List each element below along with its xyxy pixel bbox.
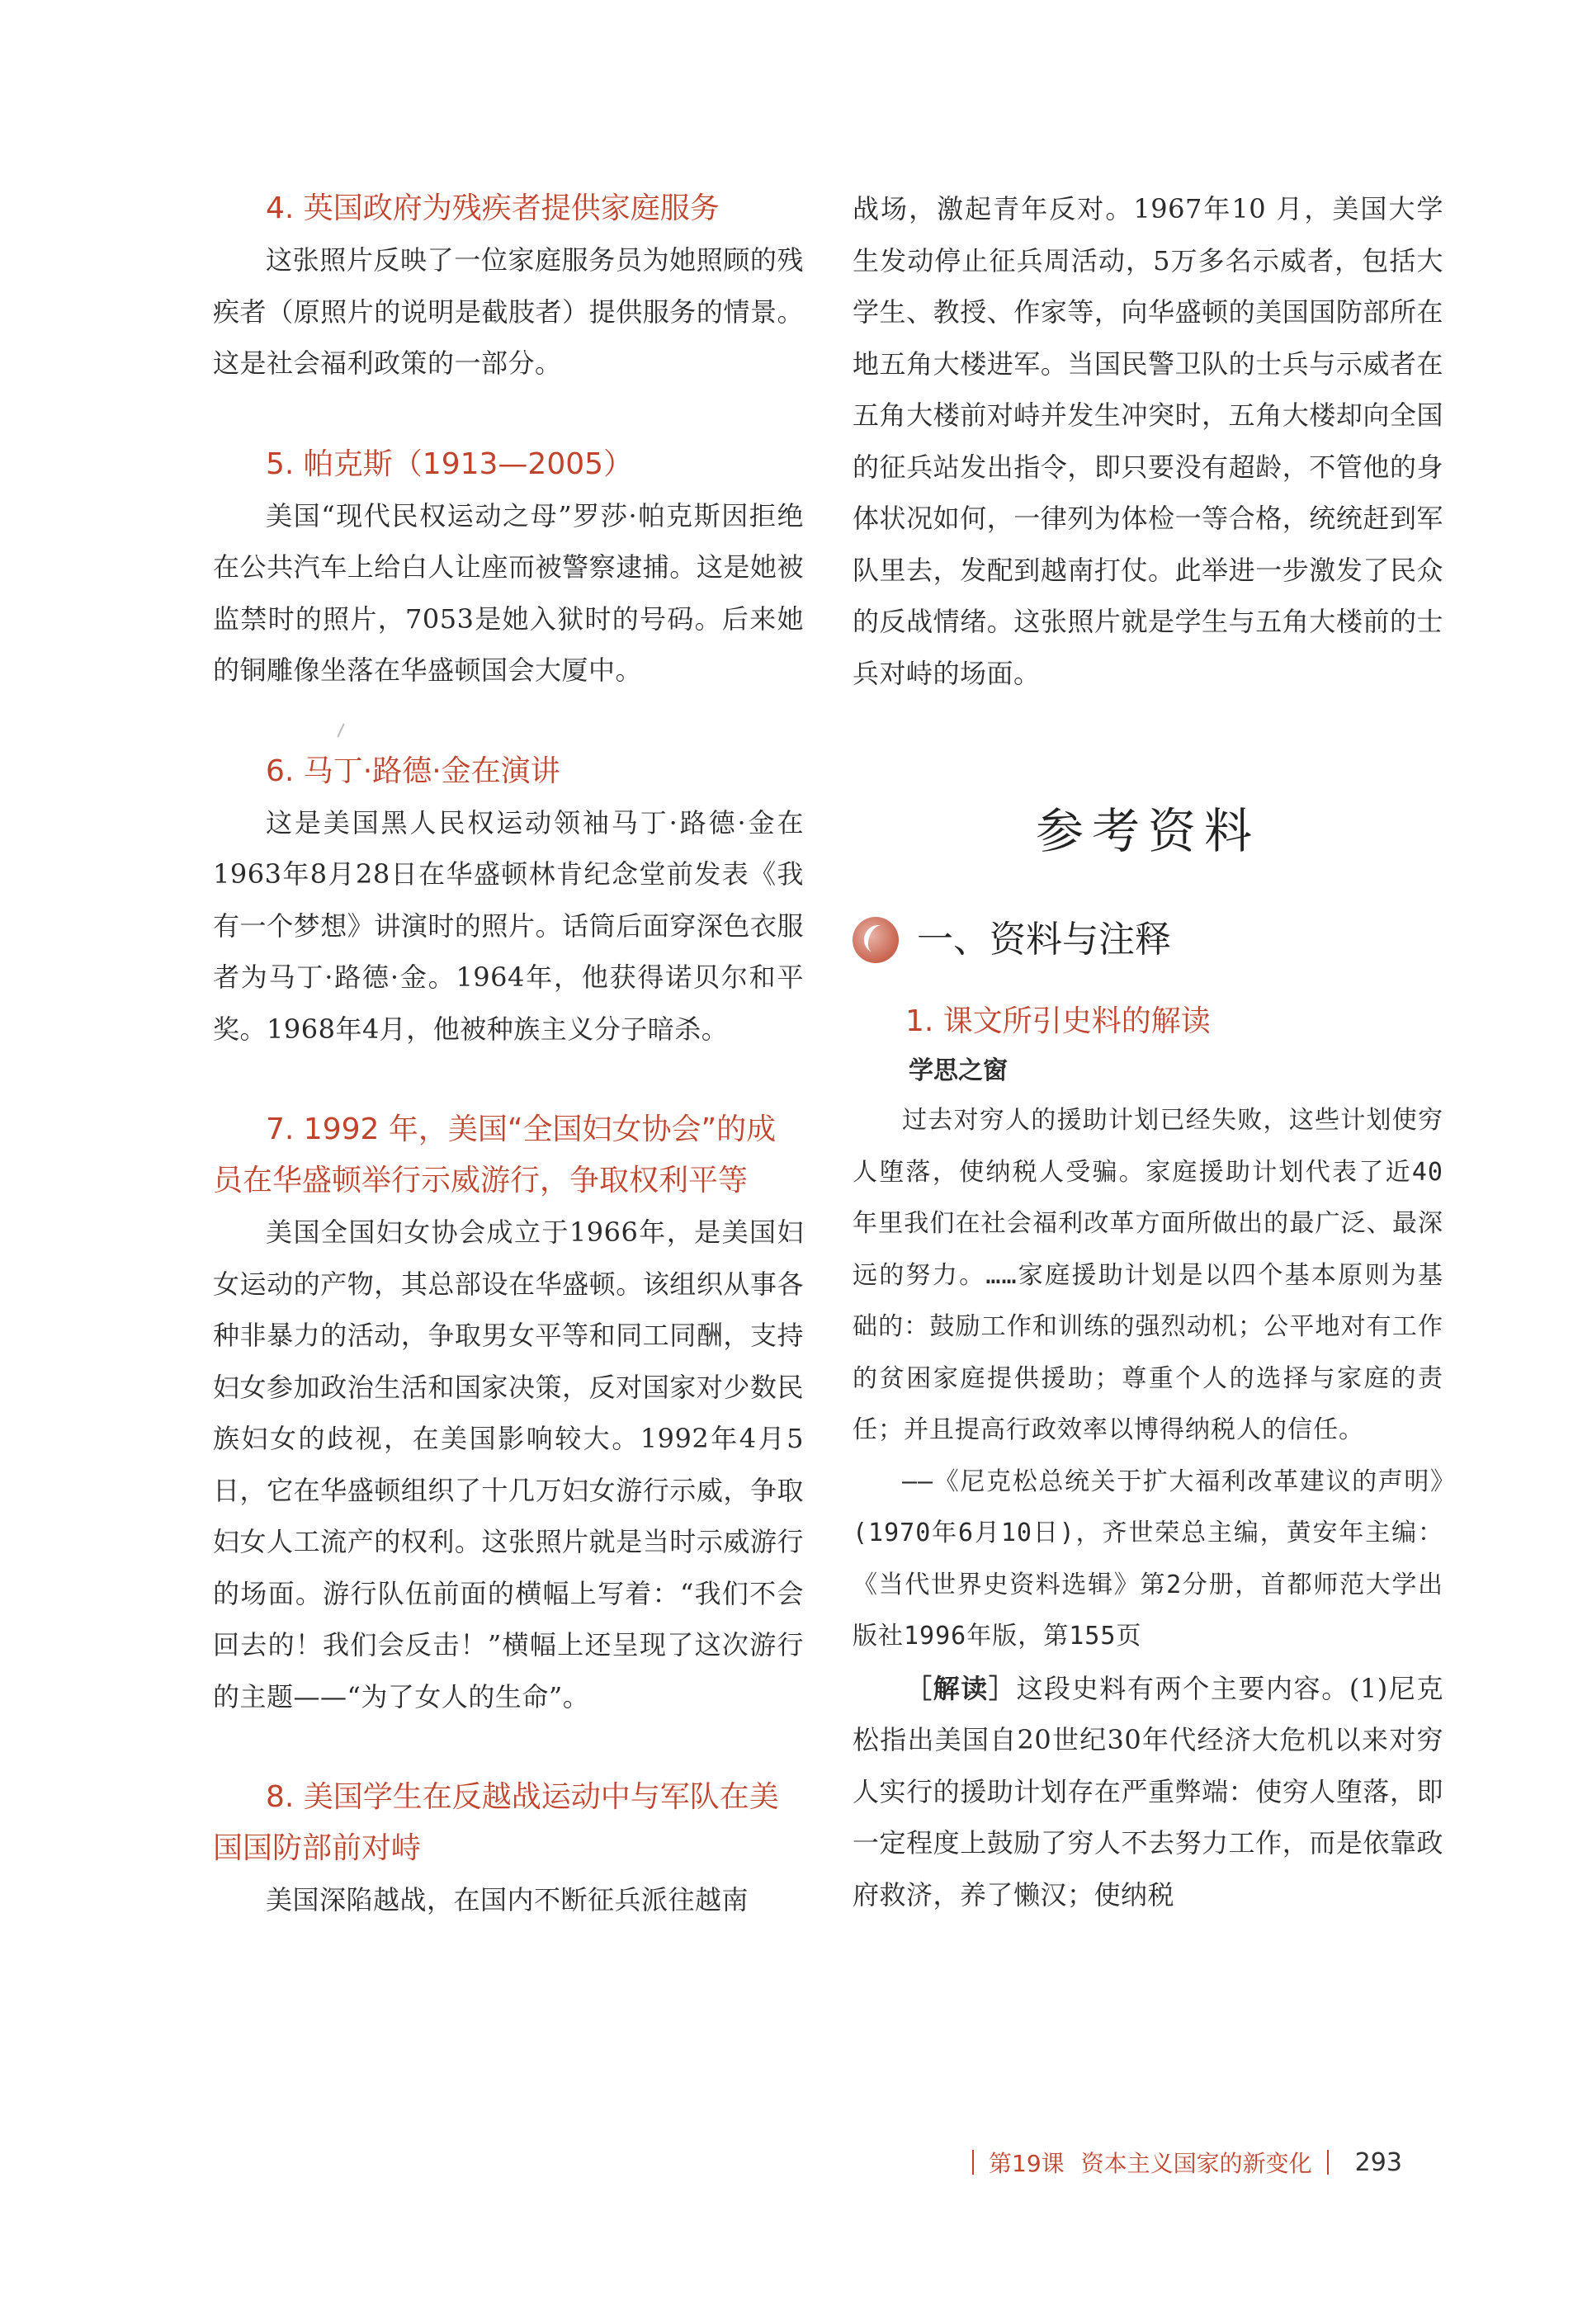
part-title: 一、资料与注释 bbox=[917, 919, 1171, 961]
part-heading bbox=[853, 914, 1443, 966]
footer-lesson-title: 资本主义国家的新变化 bbox=[1080, 2150, 1312, 2177]
right-column bbox=[853, 183, 1443, 1920]
section-7-title: 7. 1992 年，美国“全国妇女协会”的成员在华盛顿举行示威游行，争取权利平等 bbox=[213, 1112, 777, 1197]
interpretation-paragraph bbox=[853, 1663, 1443, 1921]
footer-divider-right bbox=[1327, 2150, 1329, 2175]
page-footer bbox=[957, 2146, 1402, 2179]
interpretation-body: 这段史料有两个主要内容。(1)尼克松指出美国自20世纪30年代经济大危机以来对穷人实行的援助计划存在严重弊端：使穷人堕落，即一定程度上鼓励了穷人不去努力工作，而是依靠政府救济，养了懒汉；使纳税 bbox=[853, 1672, 1443, 1911]
section-6-title: 6. 马丁·路德·金在演讲 bbox=[266, 753, 560, 788]
section-5-title: 5. 帕克斯（1913—2005） bbox=[266, 446, 634, 481]
section-8-continued: 战场，激起青年反对。1967年10 月，美国大学生发动停止征兵周活动，5万多名示威者，包括大学生、教授、作家等，向华盛顿的美国国防部所在地五角大楼进军。当国民警卫队的士兵与示威者在五角大楼前对峙并发生冲突时，五角大楼却向全国的征兵站发出指令，即只要没有超龄，不管他的身体状况如何，一律列为体检一等合格，统统赶到军队里去，发配到越南打仗。此举进一步激发了民众的反战情绪。这张照片就是学生与五角大楼前的士兵对峙的场面。 bbox=[853, 193, 1443, 689]
section-4-title: 4. 英国政府为残疾者提供家庭服务 bbox=[266, 191, 720, 225]
page-number: 293 bbox=[1354, 2147, 1402, 2177]
section-5-body: 美国“现代民权运动之母”罗莎·帕克斯因拒绝在公共汽车上给白人让座而被警察逮捕。这是她被监禁时的照片，7053是她入狱时的号码。后来她的铜雕像坐落在华盛顿国会大厦中。 bbox=[213, 499, 804, 686]
left-column bbox=[213, 183, 804, 1926]
section-7-body: 美国全国妇女协会成立于1966年，是美国妇女运动的产物，其总部设在华盛顿。该组织从事各种非暴力的活动，争取男女平等和同工同酬，支持妇女参加政治生活和国家决策，反对国家对少数民族妇女的歧视，在美国影响较大。1992年4月5日，它在华盛顿组织了十几万妇女游行示威，争取妇女人工流产的权利。这张照片就是当时示威游行的场面。游行队伍前面的横幅上写着：“我们不会回去的！我们会反击！”横幅上还呈现了这次游行的主题——“为了女人的生命”。 bbox=[213, 1216, 804, 1712]
section-6-body: 这是美国黑人民权运动领袖马丁·路德·金在1963年8月28日在华盛顿林肯纪念堂前发表《我有一个梦想》讲演时的照片。话筒后面穿深色衣服者为马丁·路德·金。1964年，他获得诺贝尔和平奖。1968年4月，他被种族主义分子暗杀。 bbox=[213, 806, 804, 1045]
footer-lesson: 第19课 bbox=[989, 2150, 1065, 2177]
swirl-icon bbox=[853, 917, 899, 963]
footer-divider-left bbox=[972, 2150, 974, 2175]
study-window-label: 学思之窗 bbox=[909, 1056, 1008, 1085]
interpretation-tag: ［解读］ bbox=[905, 1672, 1017, 1704]
quote-source: ——《尼克松总统关于扩大福利改革建议的声明》(1970年6月10日)，齐世荣总主编，黄安年主编：《当代世界史资料选辑》第2分册，首都师范大学出版社1996年版，第155页 bbox=[853, 1467, 1443, 1651]
nixon-quote: 过去对穷人的援助计划已经失败，这些计划使穷人堕落，使纳税人受骗。家庭援助计划代表了近40年里我们在社会福利改革方面所做出的最广泛、最深远的努力。……家庭援助计划是以四个基本原则为基础的：鼓励工作和训练的强烈动机；公平地对有工作的贫困家庭提供援助；尊重个人的选择与家庭的责任；并且提高行政效率以博得纳税人的信任。 bbox=[853, 1106, 1443, 1444]
subsection-1-title: 1. 课文所引史料的解读 bbox=[905, 1004, 1211, 1038]
section-4-body: 这张照片反映了一位家庭服务员为她照顾的残疾者（原照片的说明是截肢者）提供服务的情景。这是社会福利政策的一部分。 bbox=[213, 244, 804, 379]
section-8-title: 8. 美国学生在反越战运动中与军队在美国国防部前对峙 bbox=[213, 1780, 779, 1865]
reference-heading: 参考资料 bbox=[1035, 803, 1260, 859]
section-8-body: 美国深陷越战，在国内不断征兵派往越南 bbox=[266, 1884, 749, 1915]
